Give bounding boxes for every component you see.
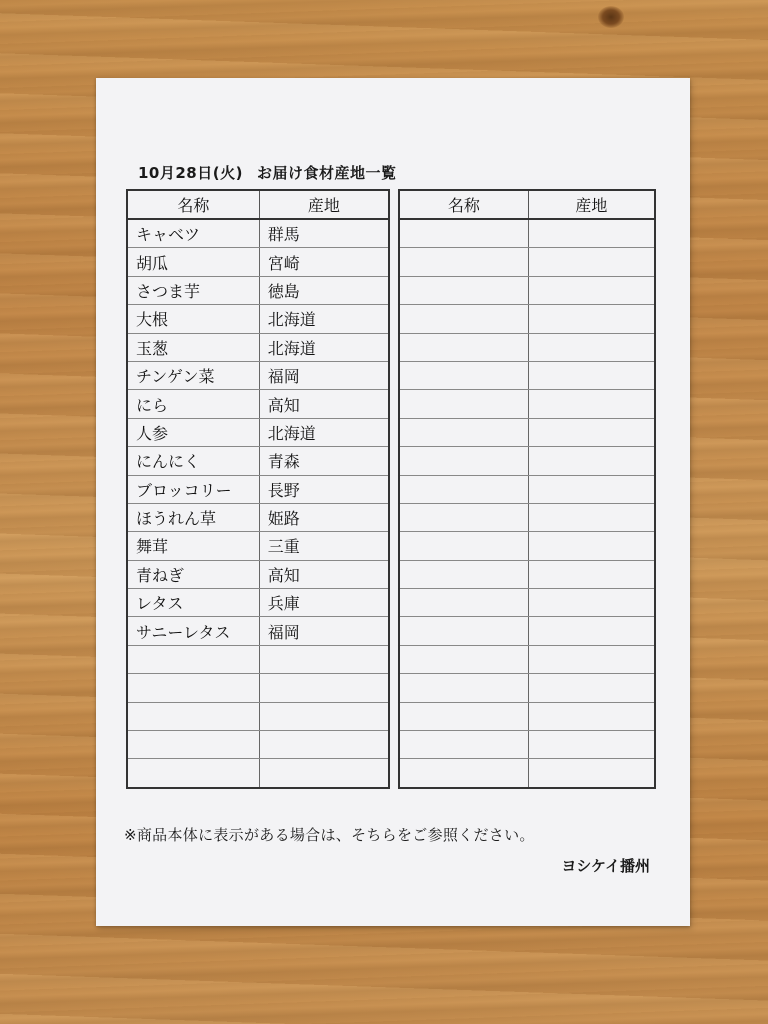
item-name: 舞茸 bbox=[127, 532, 259, 560]
table-row bbox=[127, 475, 389, 503]
table-row bbox=[127, 418, 389, 446]
column-header-origin: 産地 bbox=[259, 190, 389, 219]
item-origin: 高知 bbox=[259, 560, 389, 588]
item-name bbox=[399, 447, 528, 475]
item-name: 人参 bbox=[127, 418, 259, 446]
item-origin bbox=[259, 759, 389, 788]
sheet-title: お届け食材産地一覧 bbox=[256, 164, 397, 182]
item-origin bbox=[528, 731, 655, 759]
item-origin bbox=[528, 645, 655, 673]
item-origin: 福岡 bbox=[259, 361, 389, 389]
table-row bbox=[399, 418, 655, 446]
table-row bbox=[127, 333, 389, 361]
item-name bbox=[127, 702, 259, 730]
item-name bbox=[399, 276, 528, 304]
item-name bbox=[399, 305, 528, 333]
item-name: にんにく bbox=[127, 447, 259, 475]
item-origin bbox=[259, 674, 389, 702]
table-row bbox=[399, 532, 655, 560]
item-origin: 徳島 bbox=[259, 276, 389, 304]
item-name bbox=[127, 759, 259, 788]
table-row bbox=[127, 305, 389, 333]
item-origin bbox=[528, 759, 655, 788]
item-origin bbox=[259, 731, 389, 759]
item-name: 胡瓜 bbox=[127, 248, 259, 276]
table-row bbox=[399, 617, 655, 645]
item-name: 大根 bbox=[127, 305, 259, 333]
table-row bbox=[399, 276, 655, 304]
item-origin bbox=[528, 390, 655, 418]
table-row bbox=[127, 617, 389, 645]
item-origin bbox=[528, 560, 655, 588]
table-row bbox=[399, 759, 655, 788]
table-row bbox=[399, 645, 655, 673]
item-name bbox=[399, 532, 528, 560]
table-row bbox=[399, 731, 655, 759]
item-name bbox=[399, 560, 528, 588]
item-origin bbox=[528, 447, 655, 475]
item-origin: 兵庫 bbox=[259, 589, 389, 617]
item-name: ほうれん草 bbox=[127, 503, 259, 531]
table-row bbox=[399, 333, 655, 361]
column-header-origin: 産地 bbox=[528, 190, 655, 219]
table-row bbox=[127, 731, 389, 759]
item-name bbox=[399, 589, 528, 617]
item-origin bbox=[528, 702, 655, 730]
table-row bbox=[127, 276, 389, 304]
sheet-heading bbox=[138, 162, 396, 183]
item-name: レタス bbox=[127, 589, 259, 617]
table-row bbox=[399, 248, 655, 276]
table-row bbox=[399, 475, 655, 503]
item-origin: 姫路 bbox=[259, 503, 389, 531]
item-origin bbox=[528, 219, 655, 248]
item-origin bbox=[259, 645, 389, 673]
item-name bbox=[399, 248, 528, 276]
table-row bbox=[399, 503, 655, 531]
item-origin: 青森 bbox=[259, 447, 389, 475]
table-row bbox=[127, 532, 389, 560]
origin-table-right bbox=[398, 189, 656, 789]
item-name: チンゲン菜 bbox=[127, 361, 259, 389]
item-origin: 長野 bbox=[259, 475, 389, 503]
item-name: ブロッコリー bbox=[127, 475, 259, 503]
item-origin: 三重 bbox=[259, 532, 389, 560]
item-name bbox=[399, 759, 528, 788]
item-origin bbox=[528, 503, 655, 531]
table-row bbox=[127, 503, 389, 531]
table-row bbox=[127, 589, 389, 617]
table-row bbox=[399, 305, 655, 333]
table-row bbox=[399, 702, 655, 730]
item-name bbox=[399, 333, 528, 361]
table-row bbox=[127, 645, 389, 673]
table-row bbox=[399, 219, 655, 248]
item-origin bbox=[528, 248, 655, 276]
item-origin bbox=[259, 702, 389, 730]
item-name bbox=[399, 702, 528, 730]
item-name: さつま芋 bbox=[127, 276, 259, 304]
item-origin: 福岡 bbox=[259, 617, 389, 645]
item-name: 青ねぎ bbox=[127, 560, 259, 588]
item-name bbox=[399, 645, 528, 673]
item-origin bbox=[528, 617, 655, 645]
table-row bbox=[399, 589, 655, 617]
item-name bbox=[399, 361, 528, 389]
item-name: にら bbox=[127, 390, 259, 418]
item-name bbox=[127, 645, 259, 673]
item-origin bbox=[528, 475, 655, 503]
column-header-name: 名称 bbox=[399, 190, 528, 219]
delivery-date: 10月28日(火) bbox=[138, 164, 243, 182]
table-row bbox=[127, 390, 389, 418]
item-name bbox=[399, 219, 528, 248]
item-name bbox=[399, 475, 528, 503]
table-row bbox=[399, 674, 655, 702]
item-name bbox=[399, 503, 528, 531]
table-row bbox=[127, 219, 389, 248]
item-origin bbox=[528, 532, 655, 560]
item-origin bbox=[528, 418, 655, 446]
wood-knot bbox=[598, 6, 624, 28]
table-row bbox=[127, 248, 389, 276]
table-row bbox=[127, 361, 389, 389]
item-name bbox=[399, 674, 528, 702]
table-row bbox=[127, 674, 389, 702]
table-row bbox=[127, 702, 389, 730]
item-origin: 北海道 bbox=[259, 333, 389, 361]
table-row bbox=[127, 447, 389, 475]
item-name: 玉葱 bbox=[127, 333, 259, 361]
item-origin bbox=[528, 589, 655, 617]
item-origin bbox=[528, 674, 655, 702]
item-origin bbox=[528, 333, 655, 361]
table-row bbox=[399, 361, 655, 389]
item-name bbox=[399, 617, 528, 645]
item-origin: 北海道 bbox=[259, 418, 389, 446]
item-name: サニーレタス bbox=[127, 617, 259, 645]
item-origin bbox=[528, 305, 655, 333]
item-name bbox=[127, 731, 259, 759]
table-row bbox=[399, 390, 655, 418]
table-row bbox=[127, 560, 389, 588]
item-origin: 高知 bbox=[259, 390, 389, 418]
reference-note: ※商品本体に表示がある場合は、そちらをご参照ください。 bbox=[124, 826, 535, 844]
produce-origin-sheet bbox=[96, 78, 690, 926]
table-row bbox=[127, 759, 389, 788]
item-origin: 群馬 bbox=[259, 219, 389, 248]
item-name bbox=[399, 418, 528, 446]
item-origin bbox=[528, 361, 655, 389]
company-name: ヨシケイ播州 bbox=[561, 857, 650, 875]
table-row bbox=[399, 560, 655, 588]
item-name bbox=[127, 674, 259, 702]
table-row bbox=[399, 447, 655, 475]
origin-table-left bbox=[126, 189, 390, 789]
item-name bbox=[399, 731, 528, 759]
item-origin bbox=[528, 276, 655, 304]
column-header-name: 名称 bbox=[127, 190, 259, 219]
item-origin: 宮崎 bbox=[259, 248, 389, 276]
item-name bbox=[399, 390, 528, 418]
item-origin: 北海道 bbox=[259, 305, 389, 333]
item-name: キャベツ bbox=[127, 219, 259, 248]
